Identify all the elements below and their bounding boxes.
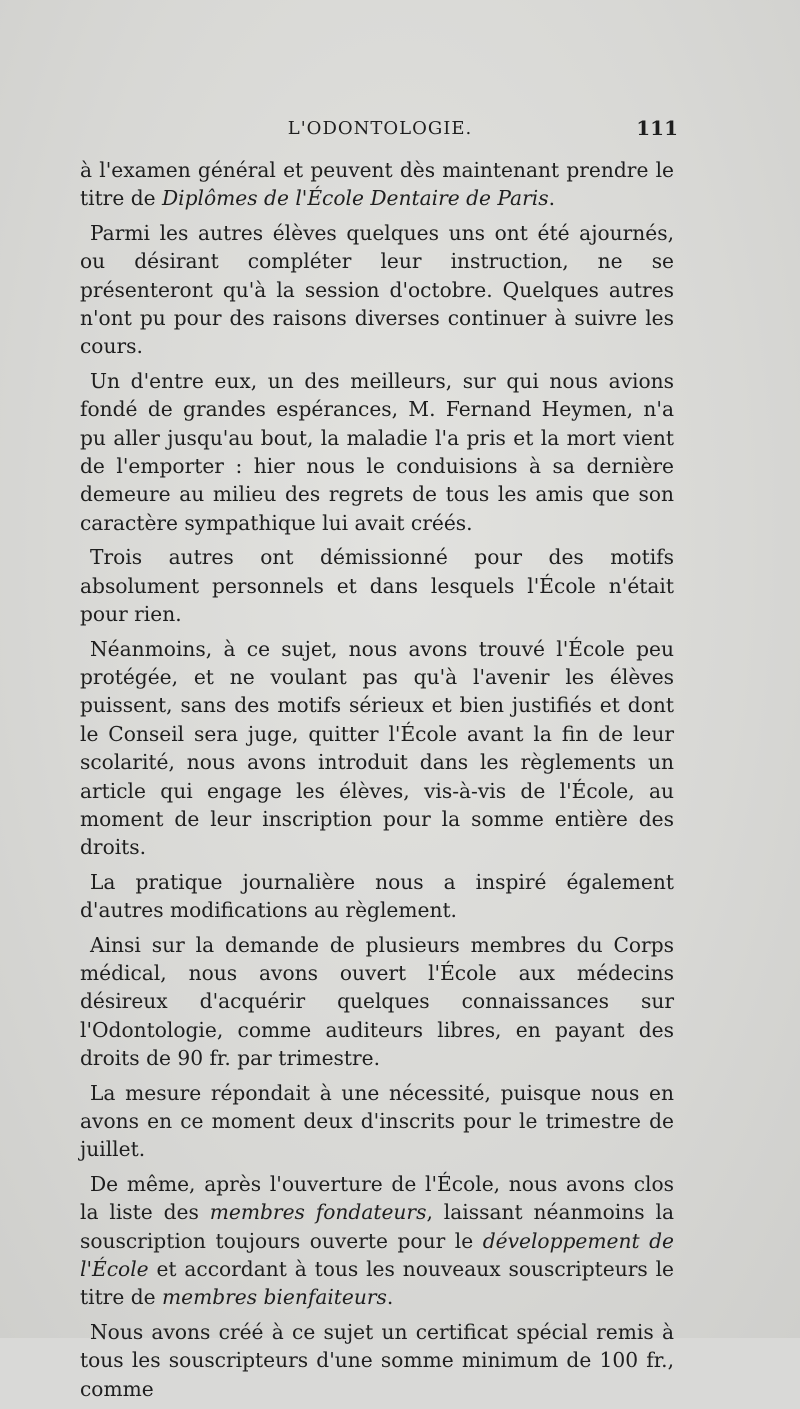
paragraph-9-italic-2: développement de l'École — [80, 1228, 674, 1282]
paragraph-9-mid: , laissant néanmoins la souscription toujours ouverte pour le — [80, 1200, 674, 1253]
paragraph-9-text: De même, après l'ouverture de l'École, nous avons clos la liste des — [80, 1171, 674, 1225]
paragraph-9-mid-2: et accordant à tous les nouveaux souscripteurs le titre de — [80, 1257, 674, 1310]
paragraph-8: La mesure répondait à une nécessité, puisque nous en avons en ce moment deux d'inscrits pour le trimestre de juillet. — [80, 1080, 674, 1162]
page-header — [80, 114, 680, 144]
paragraph-9-end: . — [386, 1285, 394, 1310]
paragraph-10: Nous avons créé à ce sujet un certificat spécial remis à tous les souscripteurs d'une somme minimum de 100 fr., comme — [80, 1319, 674, 1401]
paragraph-5: Néanmoins, à ce sujet, nous avons trouvé l'École peu protégée, et ne voulant pas qu'à l'avenir les élèves puissent, sans des motifs sérieux et bien justifiés et dont le Conseil sera juge, quitter l'École avant la fin de leur scolarité, nous avons introduit dans les règlements un article qui engage les élèves, vis-à-vis de l'École, au moment de leur inscription pour la somme entière des droits. — [80, 636, 674, 860]
paragraph-6: La pratique journalière nous a inspiré également d'autres modifications au règlement. — [80, 869, 674, 923]
paragraph-4: Trois autres ont démissionné pour des motifs absolument personnels et dans lesquels l'École n'était pour rien. — [80, 545, 674, 627]
page-number: 111 — [636, 116, 678, 140]
paragraph-9-italic-3: membres bienfaiteurs — [161, 1285, 387, 1310]
paragraph-1 — [80, 156, 674, 213]
paragraph-2: Parmi les autres élèves quelques uns ont été ajournés, ou désirant compléter leur instruction, ne se présenteront qu'à la session d'octobre. Quelques autres n'ont pu pour des raisons diverses continuer à suivre les cours. — [80, 220, 674, 359]
running-title: L'ODONTOLOGIE. — [287, 118, 473, 139]
paragraph-1-end: . — [548, 186, 555, 211]
body-text — [80, 156, 674, 1409]
paragraph-9-italic-1: membres fondateurs — [209, 1200, 427, 1225]
paragraph-9 — [80, 1170, 674, 1312]
paragraph-3: Un d'entre eux, un des meilleurs, sur qui nous avions fondé de grandes espérances, M. Fernand Heymen, n'a pu aller jusqu'au bout, la maladie l'a pris et la mort vient de l'emporter : hier nous le conduisions à sa dernière demeure au milieu des regrets de tous les amis que son caractère sympathique lui avait créés. — [80, 368, 674, 535]
paragraph-1-text: à l'examen général et peuvent dès maintenant prendre le titre de — [80, 158, 674, 211]
paragraph-7: Ainsi sur la demande de plusieurs membres du Corps médical, nous avons ouvert l'École aux médecins désireux d'acquérir quelques connaissances sur l'Odontologie, comme auditeurs libres, en payant des droits de 90 fr. par trimestre. — [80, 932, 674, 1071]
paragraph-1-italic: Diplômes de l'École Dentaire de Paris — [161, 186, 549, 211]
